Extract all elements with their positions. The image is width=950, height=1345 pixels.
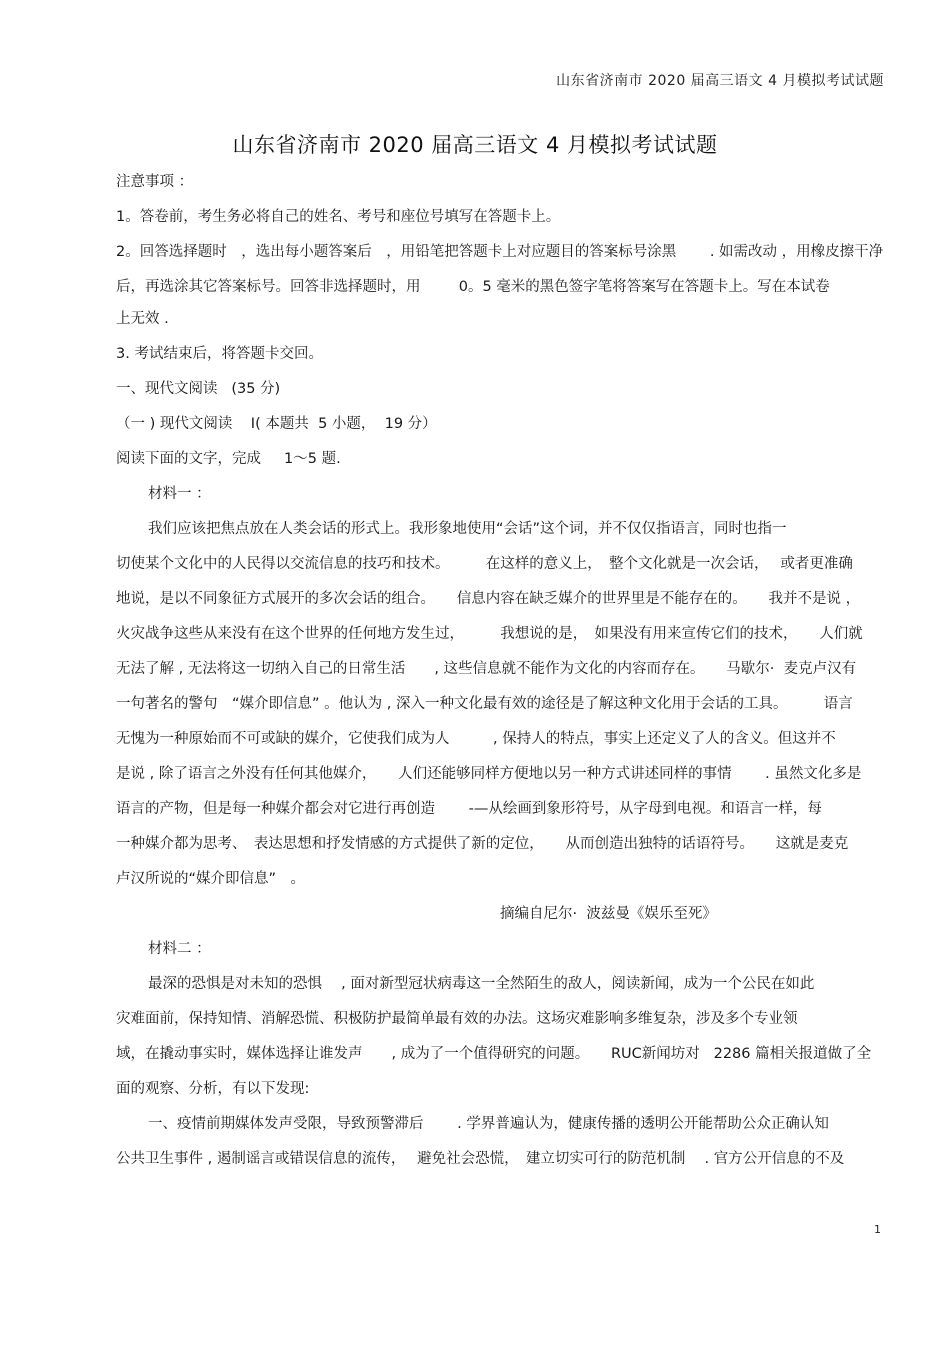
notice-item-3: 3. 考试结束后，将答题卡交回。 — [116, 346, 323, 362]
paragraph-line: 无愧为一种原始而不可或缺的媒介，它使我们成为人 , 保持人的特点，事实上还定义了人的含义。但这并不 — [116, 731, 836, 747]
notice-item-2-line-3: 上无效 . — [116, 311, 169, 327]
notice-item-2-line-2: 后，再选涂其它答案标号。回答非选择题时，用 0。5 毫米的黑色签字笔将答案写在答题卡上。写在本试卷 — [116, 279, 830, 295]
notice-heading: 注意事项 ： — [116, 174, 194, 190]
paragraph-line: 我们应该把焦点放在人类会话的形式上。我形象地使用“会话”这个词，并不仅仅指语言，同时也指一 — [148, 521, 787, 537]
paragraph-line: 公共卫生事件 , 遏制谣言或错误信息的流传， 避免社会恐慌， 建立切实可行的防范机制 . 官方公开信息的不及 — [116, 1151, 845, 1167]
paragraph-line: 面的观察、分析，有以下发现: — [116, 1081, 310, 1097]
page-number: 1 — [874, 1223, 881, 1236]
running-header: 山东省济南市 2020 届高三语文 4 月模拟考试试题 — [556, 73, 884, 89]
paragraph-line: 最深的恐惧是对未知的恐惧 , 面对新型冠状病毒这一全然陌生的敌人，阅读新闻，成为一个公民在如此 — [148, 976, 815, 992]
paragraph-line: 语言的产物，但是每一种媒介都会对它进行再创造 -—从绘画到象形符号，从字母到电视。和语言一样，每 — [116, 801, 822, 817]
paragraph-line: 是说 , 除了语言之外没有任何其他媒介， 人们还能够同样方便地以另一种方式讲述同样的事情 . 虽然文化多是 — [116, 766, 862, 782]
paragraph-line: 切使某个文化中的人民得以交流信息的技巧和技术。 在这样的意义上， 整个文化就是一次会话， 或者更准确 — [116, 556, 853, 572]
notice-item-1: 1。答卷前，考生务必将自己的姓名、考号和座位号填写在答题卡上。 — [116, 209, 561, 225]
paragraph-line: 卢汉所说的“媒介即信息” 。 — [116, 871, 306, 887]
material-2-label: 材料二 ： — [148, 941, 211, 957]
paragraph-line: 一种媒介都为思考、 表达思想和抒发情感的方式提供了新的定位， 从而创造出独特的话语符号。 这就是麦克 — [116, 836, 849, 852]
section-heading: 一、现代文阅读 (35 分) — [116, 381, 281, 397]
subsection-heading: （一 ) 现代文阅读 I( 本题共 5 小题， 19 分） — [116, 416, 437, 432]
source-citation: 摘编自尼尔· 波兹曼《娱乐至死》 — [500, 906, 717, 922]
document-title: 山东省济南市 2020 届高三语文 4 月模拟考试试题 — [232, 133, 718, 157]
reading-instruction: 阅读下面的文字，完成 1～5 题. — [116, 451, 341, 467]
paragraph-line: 域，在撬动事实时，媒体选择让谁发声 , 成为了一个值得研究的问题。 RUC新闻坊对 2286 篇相关报道做了全 — [116, 1046, 872, 1062]
paragraph-line: 一句著名的警句 “媒介即信息” 。他认为 , 深入一种文化最有效的途径是了解这种文化用于会话的工具。 语言 — [116, 696, 853, 712]
notice-item-2: 2。回答选择题时 ，选出每小题答案后 ，用铅笔把答题卡上对应题目的答案标号涂黑 . 如需改动 ，用橡皮擦干净 — [116, 244, 884, 260]
material-1-label: 材料一 ： — [148, 486, 211, 502]
paragraph-line: 无法了解 , 无法将这一切纳入自己的日常生活 , 这些信息就不能作为文化的内容而存在。 马歇尔· 麦克卢汉有 — [116, 661, 857, 677]
paragraph-line: 地说，是以不同象征方式展开的多次会话的组合。 信息内容在缺乏媒介的世界里是不能存在的。 我并不是说 ， — [116, 591, 861, 607]
paragraph-line: 火灾战争这些从来没有在这个世界的任何地方发生过， 我想说的是， 如果没有用来宣传它们的技术， 人们就 — [116, 626, 863, 642]
document-body — [116, 170, 886, 1172]
paragraph-line: 灾难面前，保持知情、消解恐慌、积极防护最简单最有效的办法。这场灾难影响多维复杂，涉及多个专业领 — [116, 1011, 798, 1027]
paragraph-line: 一、疫情前期媒体发声受限，导致预警滞后 . 学界普遍认为，健康传播的透明公开能帮助公众正确认知 — [148, 1116, 829, 1132]
